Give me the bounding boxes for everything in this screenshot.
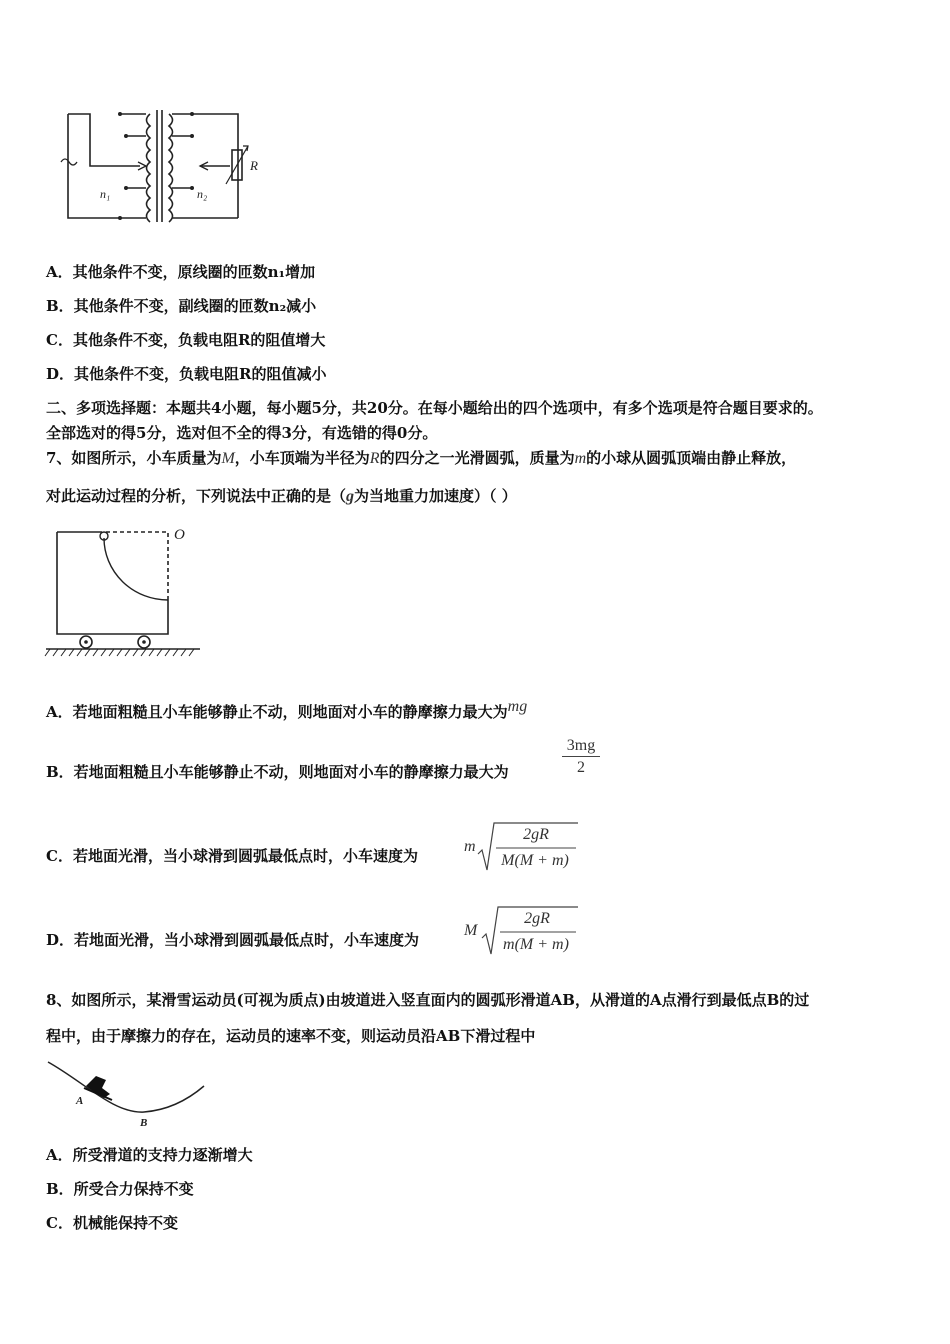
q7-option-c-coef: m <box>464 838 476 855</box>
q7-option-d-numerator: 2gR <box>524 910 550 927</box>
q7-option-b: B．若地面粗糙且小车能够静止不动，则地面对小车的静摩擦力最大为 <box>46 763 509 781</box>
q7-option-d-denominator: m(M + m) <box>503 936 569 953</box>
q6-option-d: D．其他条件不变，负载电阻R的阻值减小 <box>46 365 327 383</box>
q7-option-b-denominator: 2 <box>577 759 585 776</box>
label-n2: n₂ <box>197 187 208 201</box>
q7-var-r: R <box>369 450 380 467</box>
q7-option-a <box>46 698 528 723</box>
q7-option-d: D．若地面光滑，当小球滑到圆弧最低点时，小车速度为 <box>46 931 420 949</box>
q7-option-c-denominator: M(M + m) <box>501 852 569 869</box>
section2-line2: 全部选对的得5分，选对但不全的得3分，有选错的得0分。 <box>46 424 438 442</box>
q6-option-a: A．其他条件不变，原线圈的匝数n₁增加 <box>46 263 316 281</box>
q7-stem-part-c: 的四分之一光滑圆弧，质量为 <box>379 449 575 467</box>
label-o: O <box>174 527 185 543</box>
q7-option-a-math: mg <box>507 698 528 715</box>
q7-option-a-text: A．若地面粗糙且小车能够静止不动，则地面对小车的静摩擦力最大为 <box>46 703 508 721</box>
q7-stem-line2-a: 对此运动过程的分析，下列说法中正确的是（ <box>46 487 347 505</box>
q7-stem-part-b: ，小车顶端为半径为 <box>234 449 370 467</box>
q7-stem-part-d: 的小球从圆弧顶端由静止释放， <box>586 449 797 467</box>
cart-arc-figure <box>44 524 204 660</box>
q7-stem-line2-b: 为当地重力加速度）（ ） <box>354 487 517 505</box>
label-r: R <box>250 158 258 173</box>
q7-var-g: g <box>346 488 355 505</box>
transformer-circuit-figure <box>60 106 270 224</box>
q7-var-m-upper: M <box>221 450 235 467</box>
q8-option-c: C．机械能保持不变 <box>46 1214 178 1232</box>
q7-option-c: C．若地面光滑，当小球滑到圆弧最低点时，小车速度为 <box>46 847 418 865</box>
q6-option-b: B．其他条件不变，副线圈的匝数n₂减小 <box>46 297 317 315</box>
q7-option-c-numerator: 2gR <box>523 826 549 843</box>
q7-option-b-numerator: 3mg <box>562 736 600 757</box>
q7-var-m-lower: m <box>574 450 587 467</box>
label-n1: n₁ <box>100 187 111 201</box>
q8-stem-line2: 程中，由于摩擦力的存在，运动员的速率不变，则运动员沿AB下滑过程中 <box>46 1027 536 1045</box>
q8-option-b: B．所受合力保持不变 <box>46 1180 194 1198</box>
label-b: B <box>140 1117 148 1128</box>
label-a: A <box>76 1095 84 1107</box>
q7-option-b-fraction <box>562 736 600 779</box>
q7-stem-line2 <box>46 486 517 507</box>
q6-option-c: C．其他条件不变，负载电阻R的阻值增大 <box>46 331 326 349</box>
q8-stem-line1: 8、如图所示，某滑雪运动员(可视为质点)由坡道进入竖直面内的圆弧形滑道AB，从滑道的A点滑行到最低点B的过 <box>46 991 810 1009</box>
q8-option-a: A．所受滑道的支持力逐渐增大 <box>46 1146 253 1164</box>
ski-slope-figure <box>44 1058 208 1128</box>
q7-option-d-coef: M <box>464 922 478 939</box>
q7-stem-line1 <box>46 448 796 469</box>
q7-stem-part-a: 7、如图所示，小车质量为 <box>46 449 222 467</box>
section2-line1: 二、多项选择题：本题共4小题，每小题5分，共20分。在每小题给出的四个选项中，有多个选项是符合题目要求的。 <box>46 399 823 417</box>
